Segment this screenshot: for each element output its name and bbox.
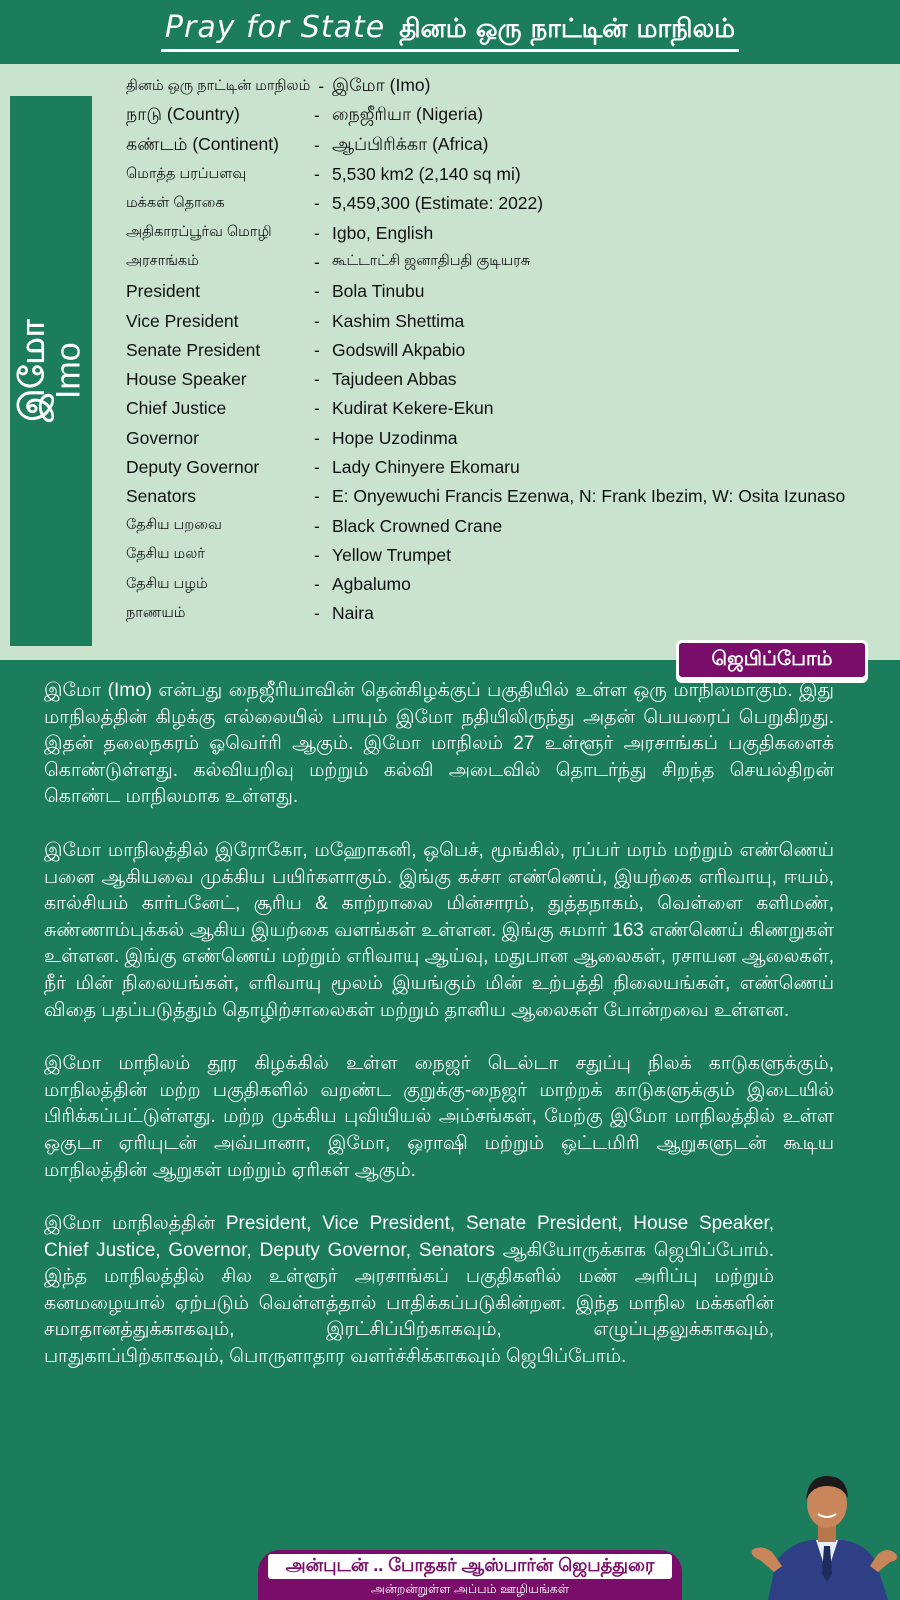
- fact-key: Senators: [126, 486, 197, 507]
- fact-separator: -: [314, 544, 320, 565]
- fact-row: [126, 453, 886, 482]
- paragraph: இமோ (Imo) என்பது நைஜீரியாவின் தென்கிழக்குப் பகுதியில் உள்ள ஒரு மாநிலமாகும். இது மாநிலத்தின் கிழக்கு எல்லையில் பாயும் இமோ நதியிலிருந்து அதன் பெயரைப் பெறுகிறது. இதன் தலைநகரம் ஓவெர்ரி ஆகும். இமோ மாநிலம் 27 உள்ளூர் அரசாங்கப் பகுதிகளைக் கொண்டுள்ளது. கல்வியறிவு மற்றும் கல்வி அடைவில் தொடர்ந்து சிறந்த செயல்திறன் கொண்ட மாநிலமாக உள்ளது.: [44, 680, 834, 808]
- fact-value: இமோ (Imo): [332, 75, 431, 96]
- fact-value: E: Onyewuchi Francis Ezenwa, N: Frank Ibezim, W: Osita Izunaso: [332, 486, 846, 507]
- footer-pastor-name: அன்புடன் .. போதகர் ஆஸ்பார்ன் ஜெபத்துரை: [268, 1554, 673, 1579]
- fact-row: [126, 101, 886, 130]
- fact-value: Yellow Trumpet: [332, 544, 451, 565]
- fact-separator: -: [314, 193, 320, 214]
- fact-separator: -: [318, 76, 325, 97]
- fact-value: Igbo, English: [332, 222, 434, 243]
- footer-ministry-name: அன்றன்றுள்ள அப்பம் ஊழியங்கள்: [370, 1582, 570, 1596]
- fact-row: [126, 218, 886, 247]
- fact-key: Deputy Governor: [126, 457, 260, 477]
- header-title: [161, 10, 739, 52]
- fact-key: கண்டம் (Continent): [126, 133, 279, 154]
- fact-key: Governor: [126, 427, 199, 448]
- fact-separator: -: [314, 281, 320, 302]
- fact-row: [126, 277, 886, 306]
- fact-separator: -: [314, 457, 320, 477]
- fact-key: President: [126, 281, 200, 302]
- article-body: [44, 678, 834, 1371]
- paragraph: இமோ மாநிலம் தூர கிழக்கில் உள்ள நைஜர் டெல்டா சதுப்பு நிலக் காடுகளுக்கும், மாநிலத்தின் மற்ற பகுதிகளில் வறண்ட குறுக்கு-நைஜர் மாற்றக் காடுகளுக்கும் இடையில் பிரிக்கப்பட்டுள்ளது. மற்ற முக்கிய புவியியல் அம்சங்கள், மேற்கு இமோ மாநிலத்தில் உள்ள ஒகுடா ஏரியுடன் அவ்பானா, இமோ, ஒராஷி மற்றும் ஒட்டமிரி ஆறுகளுடன் கூடிய மாநிலத்தின் ஆறுகள் மற்றும் ஏரிகள் ஆகும்.: [44, 1053, 834, 1181]
- fact-value: 5,459,300 (Estimate: 2022): [332, 193, 544, 214]
- fact-separator: -: [314, 398, 320, 419]
- state-name-english: Imo: [49, 342, 87, 400]
- fact-separator: -: [314, 222, 320, 243]
- fact-key: நாடு (Country): [126, 104, 240, 125]
- pray-badge: ஜெபிப்போம்: [676, 640, 868, 680]
- fact-row: [126, 511, 886, 540]
- fact-separator: -: [314, 134, 320, 155]
- fact-separator: -: [314, 574, 320, 595]
- fact-row: [126, 189, 886, 218]
- fact-key: Chief Justice: [126, 398, 227, 419]
- fact-separator: -: [314, 105, 320, 126]
- fact-key: நாணயம்: [126, 604, 186, 621]
- pastor-photo: [748, 1462, 900, 1600]
- fact-separator: -: [314, 251, 320, 272]
- fact-key: அதிகாரப்பூர்வ மொழி: [126, 224, 272, 241]
- fact-value: Godswill Akpabio: [332, 339, 466, 360]
- fact-separator: -: [314, 339, 320, 360]
- fact-key: தேசிய பறவை: [126, 517, 222, 534]
- state-facts-list: [126, 72, 886, 629]
- fact-value: Black Crowned Crane: [332, 515, 503, 536]
- fact-row: [126, 570, 886, 599]
- fact-row: [126, 131, 886, 160]
- fact-row: [126, 160, 886, 189]
- fact-separator: -: [314, 603, 320, 624]
- fact-key: Senate President: [126, 339, 261, 360]
- fact-value: ஆப்பிரிக்கா (Africa): [332, 133, 489, 154]
- fact-row: [126, 248, 886, 277]
- fact-row: [126, 306, 886, 335]
- fact-value: Lady Chinyere Ekomaru: [332, 457, 520, 477]
- fact-key: மொத்த பரப்பளவு: [126, 165, 247, 182]
- footer-signature: [258, 1550, 682, 1600]
- state-name-tamil: இமோ: [13, 319, 52, 423]
- fact-key: House Speaker: [126, 369, 247, 390]
- fact-key: Vice President: [126, 310, 239, 331]
- fact-value: Agbalumo: [332, 574, 411, 595]
- fact-key: தேசிய பழம்: [126, 575, 208, 592]
- fact-value: Naira: [332, 603, 374, 624]
- paragraph: இமோ மாநிலத்தின் President, Vice President, Senate President, House Speaker, Chief Justice, Governor, Deputy Governor, Senators ஆகியோருக்காக ஜெபிப்போம். இந்த மாநிலத்தில் சில உள்ளூர் அரசாங்கப் பகுதிகளில் மண் அரிப்பு மற்றும் கனமழையால் ஏற்படும் வெள்ளத்தால் பாதிக்கப்படுகின்றன. இந்த மாநில மக்களின் சமாதானத்துக்காகவும், இரட்சிப்பிற்காகவும், எழுப்புதலுக்காகவும், பாதுகாப்பிற்காகவும், பொருளாதார வளர்ச்சிக்காகவும் ஜெபிப்போம்.: [44, 1213, 774, 1368]
- state-side-label: [10, 96, 92, 646]
- fact-key: தினம் ஒரு நாட்டின் மாநிலம்: [126, 77, 311, 94]
- fact-key: தேசிய மலர்: [126, 546, 205, 563]
- fact-row: [126, 336, 886, 365]
- header-banner: [0, 0, 900, 62]
- fact-row: [126, 482, 886, 511]
- fact-separator: -: [314, 369, 320, 390]
- fact-value: Bola Tinubu: [332, 281, 425, 302]
- fact-separator: -: [314, 515, 320, 536]
- fact-separator: -: [314, 486, 320, 507]
- fact-row: [126, 541, 886, 570]
- paragraph: இமோ மாநிலத்தில் இரோகோ, மஹோகனி, ஒபெச், மூங்கில், ரப்பர் மரம் மற்றும் எண்ணெய் பனை ஆகியவை முக்கிய பயிர்களாகும். இங்கு கச்சா எண்ணெய், இயற்கை எரிவாயு, ஈயம், கால்சியம் கார்பனேட், சூரிய & காற்றாலை மின்சாரம், துத்தநாகம், வெள்ளை களிமண், சுண்ணாம்புக்கல் ஆகிய இயற்கை வளங்கள் உள்ளன. இங்கு சுமார் 163 எண்ணெய் கிணறுகள் உள்ளன. இங்கு எண்ணெய் மற்றும் எரிவாயு ஆய்வு, மதுபான ஆலைகள், ரசாயன ஆலைகள், நீர் மின் நிலையங்கள், எரிவாயு மூலம் இயங்கும் மின் உற்பத்தி நிலையங்கள், எண்ணெய் விதை பதப்படுத்தும் தொழிற்சாலைகள் மற்றும் தானிய ஆலைகள் போன்றவை உள்ளன.: [44, 839, 834, 1021]
- fact-value: Kudirat Kekere-Ekun: [332, 398, 494, 419]
- fact-row: [126, 365, 886, 394]
- fact-value: Tajudeen Abbas: [332, 369, 457, 390]
- fact-value: Hope Uzodinma: [332, 427, 458, 448]
- header-title-tamil: தினம் ஒரு நாட்டின் மாநிலம்: [399, 14, 736, 44]
- fact-row: [126, 424, 886, 453]
- fact-value: 5,530 km2 (2,140 sq mi): [332, 164, 521, 185]
- fact-value: Kashim Shettima: [332, 310, 465, 331]
- fact-row-intro: [126, 72, 886, 101]
- fact-separator: -: [314, 310, 320, 331]
- fact-separator: -: [314, 427, 320, 448]
- header-title-english: Pray for State: [164, 10, 386, 45]
- fact-key: அரசாங்கம்: [126, 253, 199, 270]
- fact-separator: -: [314, 164, 320, 185]
- fact-value: நைஜீரியா (Nigeria): [332, 104, 484, 125]
- fact-value: கூட்டாட்சி ஜனாதிபதி குடியரசு: [332, 253, 531, 270]
- fact-row: [126, 599, 886, 628]
- fact-row: [126, 394, 886, 423]
- fact-key: மக்கள் தொகை: [126, 194, 225, 211]
